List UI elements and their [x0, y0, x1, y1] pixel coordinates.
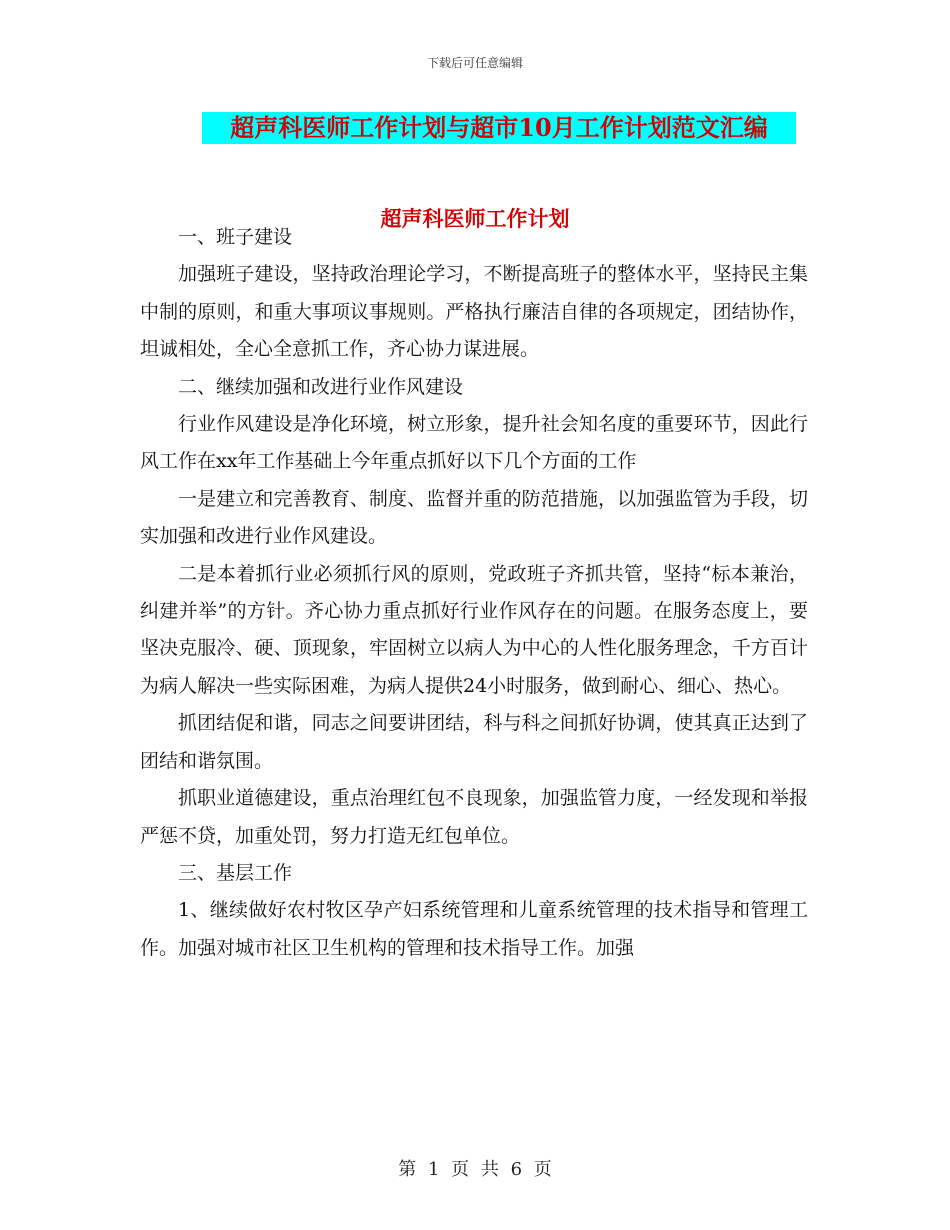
document-body — [140, 219, 808, 967]
section-title: 超声科医师工作计划 — [380, 206, 570, 231]
paragraph: 抓团结促和谐，同志之间要讲团结，科与科之间抓好协调，使其真正达到了团结和谐氛围。 — [140, 712, 808, 772]
heading-industry-style: 二、继续加强和改进行业作风建设 — [178, 375, 464, 398]
paragraph: 1、继续做好农村牧区孕产妇系统管理和儿童系统管理的技术指导和管理工作。加强对城市社区卫生机构的管理和技术指导工作。加强 — [140, 899, 808, 959]
paragraph: 行业作风建设是净化环境，树立形象，提升社会知名度的重要环节，因此行风工作在xx年工作基础上今年重点抓好以下几个方面的工作 — [140, 413, 808, 473]
paragraph: 一是建立和完善教育、制度、监督并重的防范措施，以加强监管为手段，切实加强和改进行业作风建设。 — [140, 487, 808, 548]
document-title: 超声科医师工作计划与超市10月工作计划范文汇编 — [202, 112, 796, 144]
paragraph: 加强班子建设，坚持政治理论学习，不断提高班子的整体水平，坚持民主集中制的原则，和重大事项议事规则。严格执行廉洁自律的各项规定，团结协作，坦诚相处，全心全意抓工作，齐心协力谋进展。 — [140, 263, 808, 361]
paragraph: 抓职业道德建设，重点治理红包不良现象，加强监管力度，一经发现和举报严惩不贷，加重处罚，努力打造无红包单位。 — [140, 787, 808, 847]
heading-grassroots-work: 三、基层工作 — [178, 861, 293, 884]
page-number: 第 1 页 共 6 页 — [398, 1159, 552, 1180]
paragraph: 二是本着抓行业必须抓行风的原则，党政班子齐抓共管，坚持“标本兼治，纠建并举”的方针。齐心协力重点抓好行业作风存在的问题。在服务态度上，要坚决克服冷、硬、顶现象，牢固树立以病人为中心的人性化服务理念，千方百计为病人解决一些实际困难，为病人提供24小时服务，做到耐心、细心、热心。 — [140, 562, 808, 697]
header-note: 下载后可任意编辑 — [426, 56, 523, 70]
heading-team-building: 一、班子建设 — [178, 226, 293, 248]
